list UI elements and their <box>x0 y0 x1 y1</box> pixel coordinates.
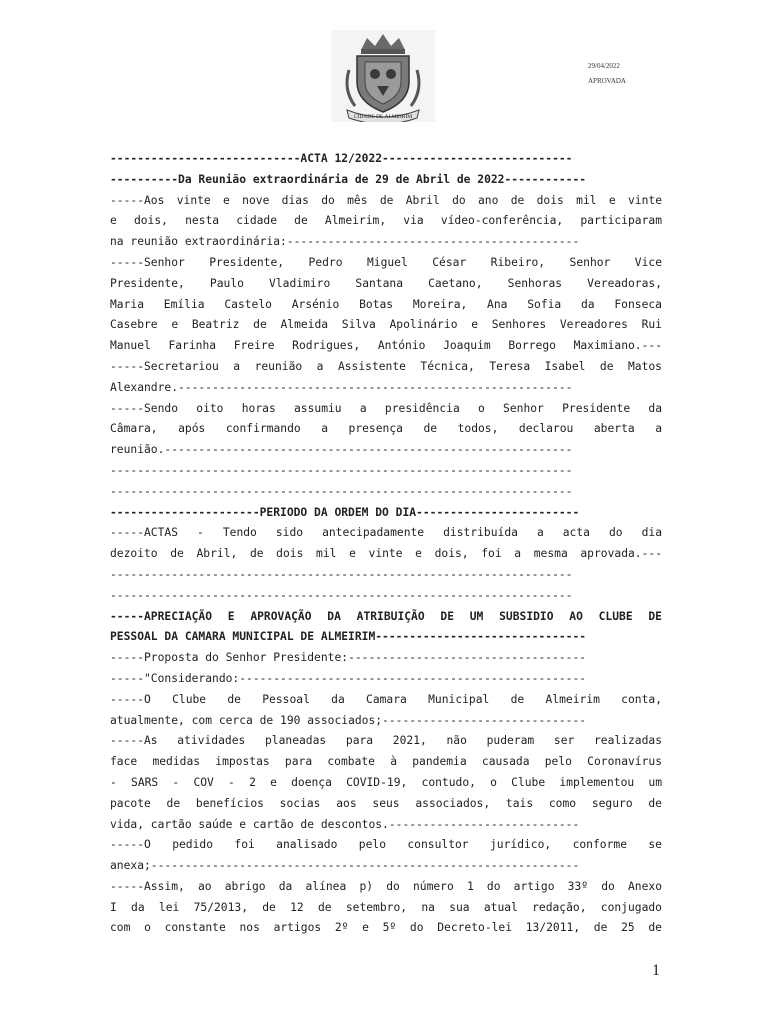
page-number: 1 <box>652 962 660 979</box>
text-line: ----------------------PERIODO DA ORDEM DO DIA------------------------ <box>110 505 580 519</box>
text-line: -----O Clube de Pessoal da Camara Municipal de Almeirim conta, <box>110 692 662 706</box>
text-line: -----Sendo oito horas assumiu a presidência o Senhor Presidente da <box>110 401 662 415</box>
text-line: ----------------------------ACTA 12/2022---------------------------- <box>110 152 573 165</box>
approval-stamp <box>588 59 626 89</box>
text-line: ----------Da Reunião extraordinária de 29 de Abril de 2022------------ <box>110 172 587 186</box>
approval-status: APROVADA <box>588 77 626 85</box>
text-line: I da lei 75/2013, de 12 de setembro, na sua atual redação, conjugado <box>110 900 662 914</box>
seal-text: CIDADE DE ALMEIRIM <box>353 114 413 120</box>
text-line: -----Proposta do Senhor Presidente:----------------------------------- <box>110 651 587 665</box>
text-line: -------------------------------------------------------------------- <box>110 484 573 498</box>
text-line: vida, cartão saúde e cartão de descontos.---------------------------- <box>110 817 580 831</box>
text-line: Casebre e Beatriz de Almeida Silva Apolinário e Senhores Vereadores Rui <box>110 318 662 332</box>
text-line: -------------------------------------------------------------------- <box>110 567 573 581</box>
municipal-seal <box>331 30 435 122</box>
text-line: -----Aos vinte e nove dias do mês de Abril do ano de dois mil e vinte <box>110 193 662 207</box>
text-line: - SARS - COV - 2 e doença COVID-19, contudo, o Clube implementou um <box>110 775 662 789</box>
text-line: -----Secretariou a reunião a Assistente Técnica, Teresa Isabel de Matos <box>110 359 662 373</box>
text-line: -----O pedido foi analisado pelo consultor jurídico, conforme se <box>110 838 662 852</box>
text-line: dezoito de Abril, de dois mil e vinte e dois, foi a mesma aprovada.--- <box>110 547 662 561</box>
text-line: -------------------------------------------------------------------- <box>110 588 573 602</box>
text-line: Câmara, após confirmando a presença de todos, declarou aberta a <box>110 422 662 436</box>
text-line: Maria Emília Castelo Arsénio Botas Moreira, Ana Sofia da Fonseca <box>110 297 662 311</box>
text-line: PESSOAL DA CAMARA MUNICIPAL DE ALMEIRIM------------------------------- <box>110 630 587 644</box>
text-line: pacote de benefícios socias aos seus associados, tais como seguro de <box>110 796 662 810</box>
text-line: reunião.------------------------------------------------------------ <box>110 443 573 457</box>
approval-date: 29/04/2022 <box>588 62 620 70</box>
text-line: -----"Considerando:--------------------------------------------------- <box>110 671 587 685</box>
text-line: -----Senhor Presidente, Pedro Miguel César Ribeiro, Senhor Vice <box>110 255 662 269</box>
text-line: -----APRECIAÇÃO E APROVAÇÃO DA ATRIBUIÇÃO DE UM SUBSIDIO AO CLUBE DE <box>110 609 662 623</box>
text-line: -----As atividades planeadas para 2021, não puderam ser realizadas <box>110 734 662 748</box>
text-line: na reunião extraordinária:------------------------------------------- <box>110 235 580 249</box>
text-line: face medidas impostas para combate à pandemia causada pelo Coronavírus <box>110 755 662 769</box>
text-line: atualmente, com cerca de 190 associados;------------------------------ <box>110 713 587 727</box>
text-line: e dois, nesta cidade de Almeirim, via vídeo-conferência, participaram <box>110 214 662 228</box>
text-line: Manuel Farinha Freire Rodrigues, António Joaquim Borrego Maximiano.--- <box>110 339 662 353</box>
text-line: -----Assim, ao abrigo da alínea p) do número 1 do artigo 33º do Anexo <box>110 879 662 893</box>
text-line: Presidente, Paulo Vladimiro Santana Caetano, Senhoras Vereadoras, <box>110 276 662 290</box>
text-line: Alexandre.---------------------------------------------------------- <box>110 380 573 394</box>
text-line: com o constante nos artigos 2º e 5º do Decreto-lei 13/2011, de 25 de <box>110 921 662 935</box>
text-line: anexa;--------------------------------------------------------------- <box>110 859 580 873</box>
text-line: -------------------------------------------------------------------- <box>110 463 573 477</box>
minutes-body <box>110 149 662 939</box>
text-line: -----ACTAS - Tendo sido antecipadamente distribuída a acta do dia <box>110 526 662 540</box>
